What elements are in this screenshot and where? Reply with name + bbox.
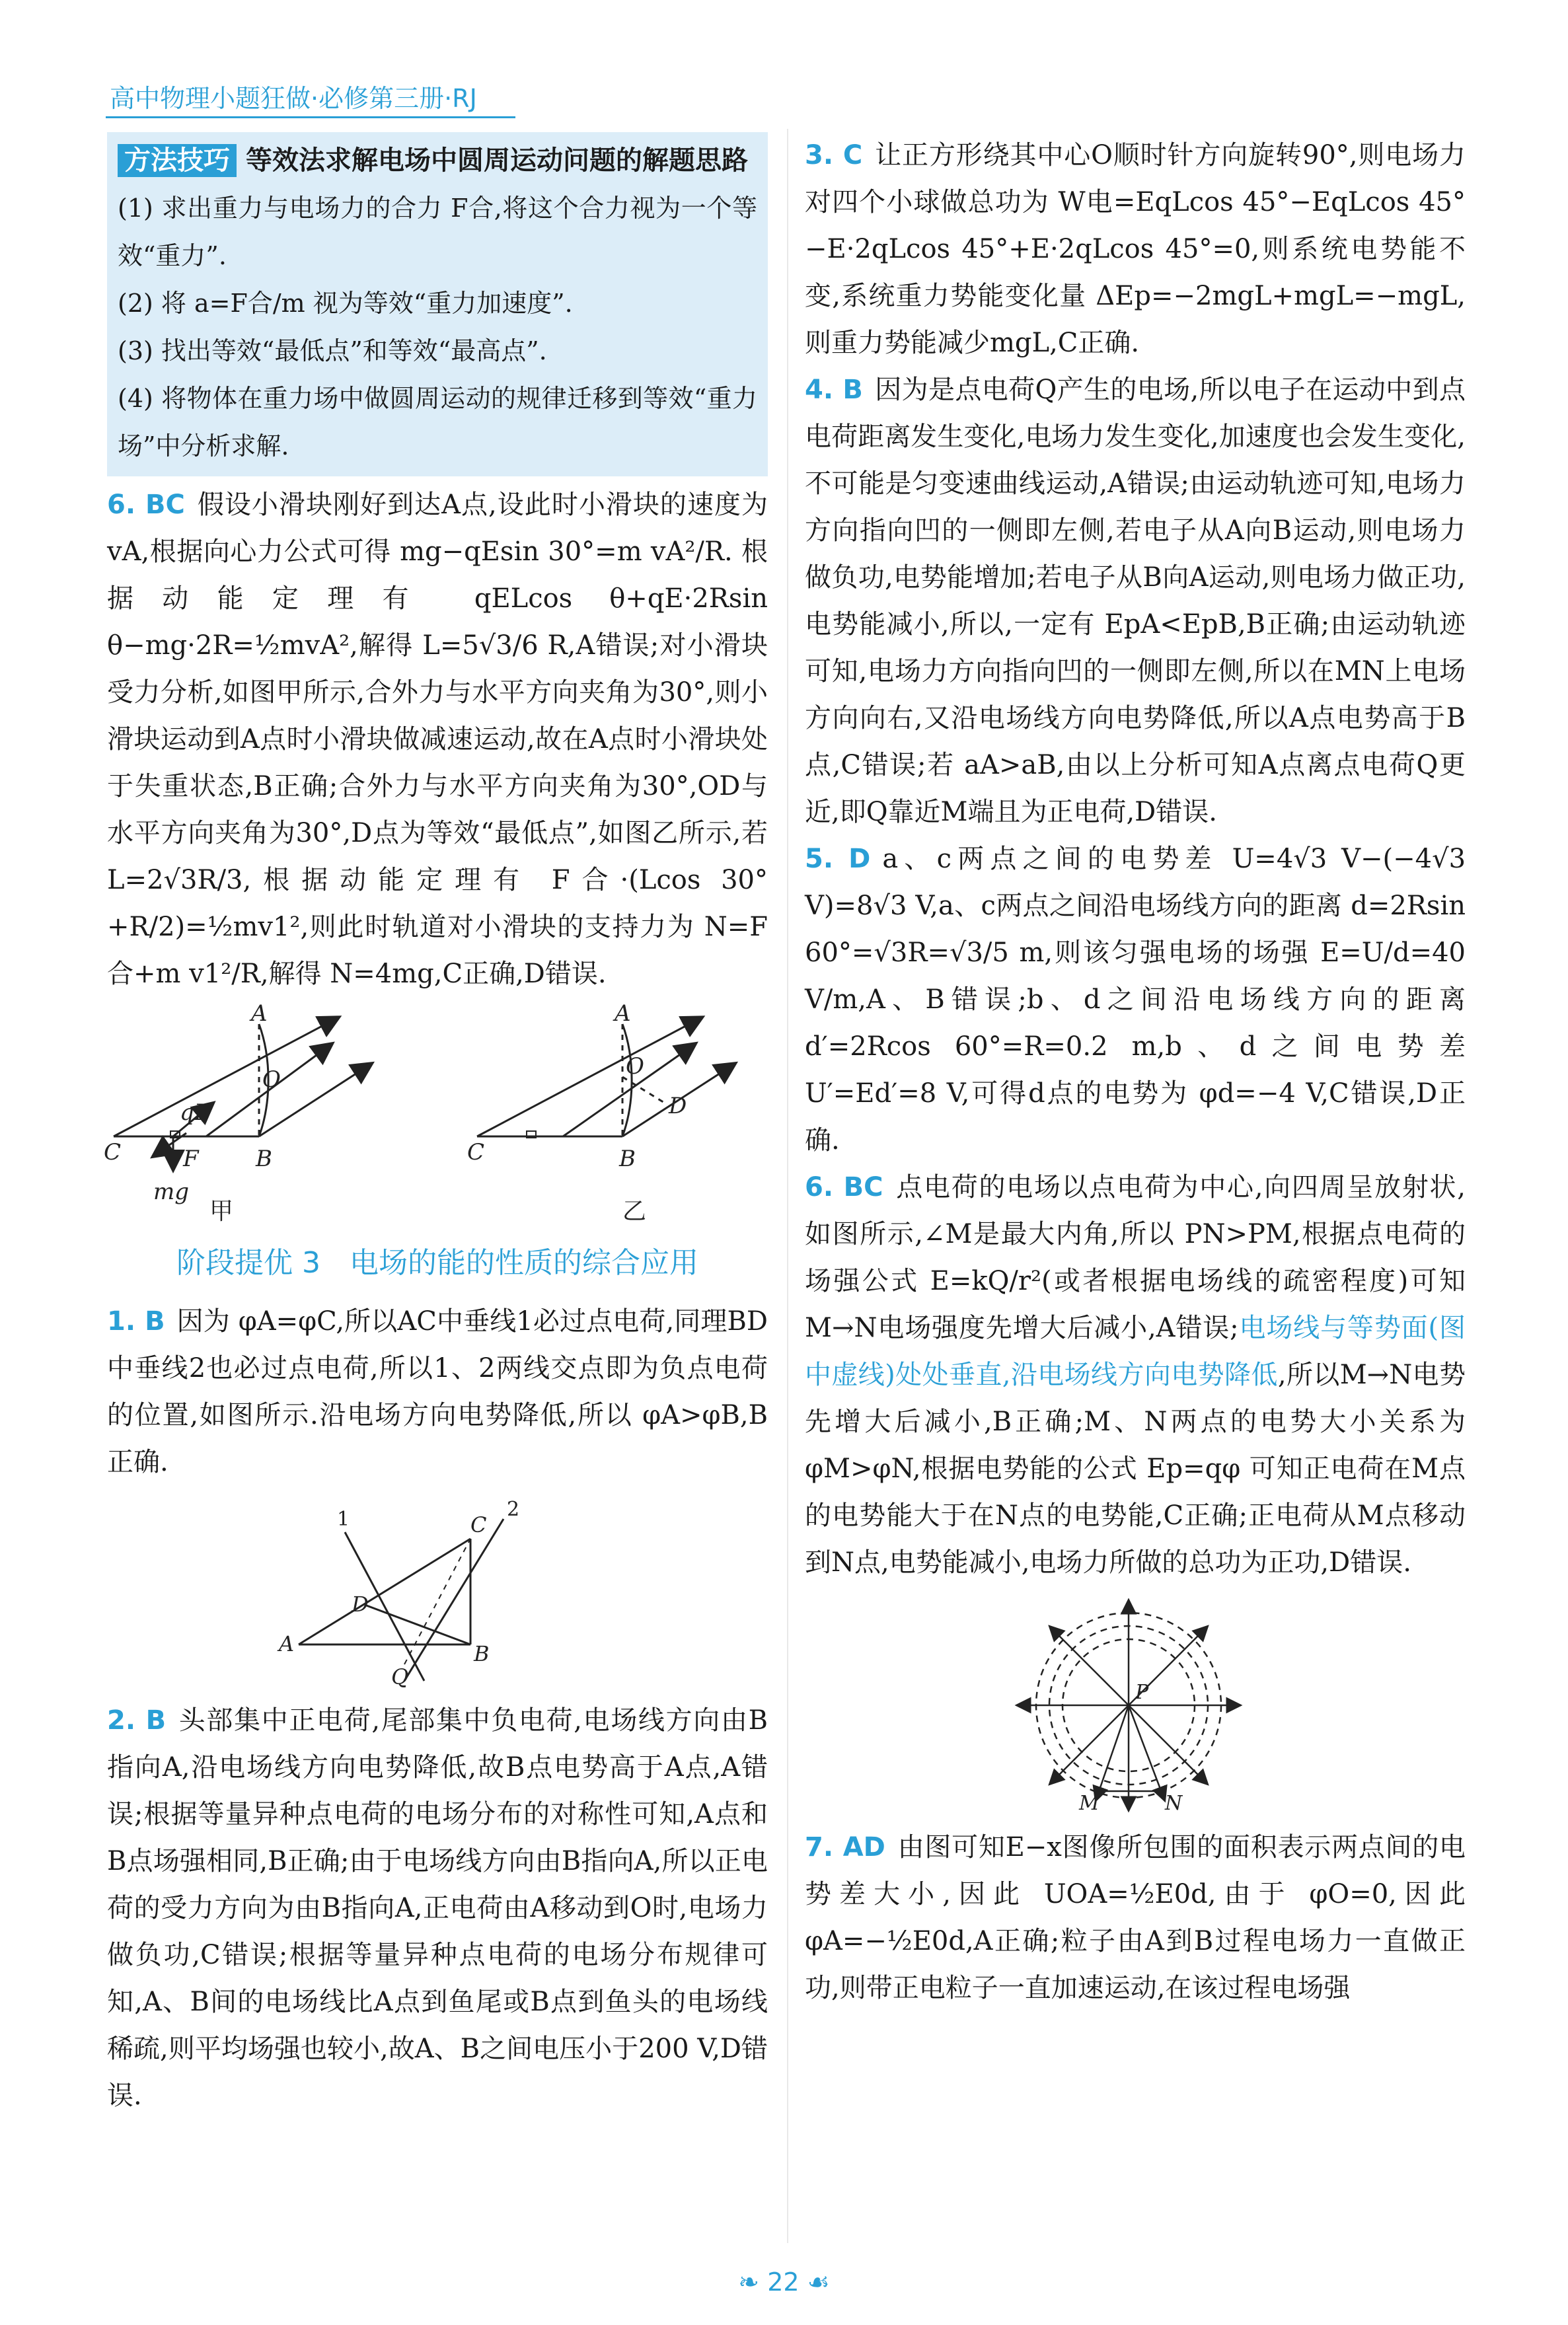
- svg-text:D: D: [352, 1592, 369, 1617]
- figure-jia: [114, 1017, 371, 1169]
- answer-text: 头部集中正电荷,尾部集中负电荷,电场线方向由B指向A,沿电场线方向电势降低,故B点电势高于A点,A错误;根据等量异种点电荷的电场分布的对称性可知,A点和B点场强相同,B正确;由于电场线方向由B指向A,所以正电荷的受力方向为由B指向A,正电荷由A移动到O时,电场力做负功,C错误;根据等量异种点电荷的电场分布规律可知,A、B间的电场线比A点到鱼尾或B点到鱼头的电场线稀疏,则平均场强也较小,故A、B之间电压小于200 V,D错误.: [107, 1705, 768, 2111]
- svg-text:B: B: [474, 1641, 490, 1666]
- svg-text:2: 2: [507, 1498, 520, 1521]
- answer-6-left: [107, 482, 768, 998]
- svg-text:qE: qE: [180, 1099, 211, 1126]
- left-column: [104, 132, 768, 2120]
- answer-number: 6. BC: [107, 490, 185, 520]
- page-number: [0, 2268, 1568, 2297]
- svg-text:mg: mg: [153, 1179, 190, 1205]
- svg-text:A: A: [279, 1631, 295, 1656]
- svg-text:F: F: [183, 1146, 199, 1172]
- figure-label-jia: 甲: [209, 1198, 234, 1225]
- svg-text:P: P: [1135, 1681, 1149, 1704]
- svg-text:A: A: [615, 1000, 631, 1027]
- svg-text:C: C: [467, 1139, 485, 1165]
- answer-number: 7. AD: [805, 1832, 885, 1863]
- svg-text:A: A: [251, 1000, 268, 1027]
- answer-6-right: [805, 1164, 1466, 1586]
- answer-text: 因为 φA=φC,所以AC中垂线1必过点电荷,同理BD中垂线2也必过点电荷,所以1、2两线交点即为负点电荷的位置,如图所示.沿电场方向电势降低,所以 φA>φB,B正确.: [107, 1306, 768, 1477]
- answer-number: 1. B: [107, 1306, 165, 1337]
- answer-3: [805, 132, 1466, 367]
- svg-text:O: O: [262, 1066, 281, 1093]
- answer-text: 由图可知E−x图像所包围的面积表示两点间的电势差大小,因此 UOA=½E0d,由于 φO=0,因此 φA=−½E0d,A正确;粒子由A到B过程电场力一直做正功,则带正电粒子一直加速运动,在该过程电场强: [805, 1832, 1466, 2003]
- answer-text: 假设小滑块刚好到达A点,设此时小滑块的速度为vA,根据向心力公式可得 mg−qEsin 30°=m vA²/R. 根据动能定理有 qELcos θ+qE·2Rsin θ−mg·2R=½mvA²,解得 L=5√3/6 R,A错误;对小滑块受力分析,如图甲所示,合外力与水平方向夹角为30°,则小滑块运动到A点时小滑块做减速运动,故在A点时小滑块处于失重状态,B正确;合外力与水平方向夹角为30°,OD与水平方向夹角为30°,D点为等效“最低点”,如图乙所示,若 L=2√3R/3,根据动能定理有 F合·(Lcos 30°+R/2)=½mv1²,则此时轨道对小滑块的支持力为 N=F合+m v1²/R,解得 N=4mg,C正确,D错误.: [107, 490, 768, 989]
- figure-jia-yi: [104, 1000, 768, 1225]
- answer-4: [805, 367, 1466, 836]
- column-separator: [787, 129, 788, 2243]
- tip-item-2: (2) 将 a=F合/m 视为等效“重力加速度”.: [118, 289, 573, 318]
- answer-text: a、c两点之间的电势差 U=4√3 V−(−4√3 V)=8√3 V,a、c两点之间沿电场线方向的距离 d=2Rsin 60°=√3R=√3/5 m,则该匀强电场的场强 E=U/d=40 V/m,A、B错误;b、d之间沿电场线方向的距离 d′=2Rcos 60°=R=0.2 m,b、d之间电势差 U′=Ed′=8 V,可得d点的电势为 φd=−4 V,C错误,D正确.: [805, 844, 1466, 1156]
- svg-text:Q: Q: [391, 1664, 409, 1689]
- page-number-text: 22: [767, 2268, 800, 2297]
- answer-number: 2. B: [107, 1705, 167, 1736]
- svg-text:C: C: [104, 1139, 122, 1165]
- tip-item-4: (4) 将物体在重力场中做圆周运动的规律迁移到等效“重力场”中分析求解.: [118, 384, 757, 461]
- svg-text:B: B: [619, 1146, 636, 1172]
- svg-text:B: B: [256, 1146, 272, 1172]
- answer-text-b: ,所以M→N电势先增大后减小,B正确;M、N两点的电势大小关系为 φM>φN,根据电势能的公式 Ep=qφ 可知正电荷在M点的电势能大于在N点的电势能,C正确;正电荷从M点移动到N点,电势能减小,电场力所做的总功为正功,D错误.: [805, 1360, 1466, 1578]
- figure-yi: [477, 1017, 735, 1138]
- header-underline: [106, 116, 515, 118]
- answer-number: 6. BC: [805, 1172, 883, 1202]
- method-tip-box: [107, 132, 768, 476]
- leaf-right-icon: ☙: [799, 2268, 830, 2297]
- answer-2: [107, 1697, 768, 2120]
- svg-text:M: M: [1079, 1792, 1100, 1815]
- svg-text:D: D: [669, 1093, 687, 1119]
- svg-text:C: C: [470, 1512, 487, 1537]
- answer-7: [805, 1824, 1466, 2012]
- tip-title: 等效法求解电场中圆周运动问题的解题思路: [246, 145, 748, 176]
- figure-q6-radial: [996, 1593, 1274, 1818]
- answer-text-highlight: 电场线与等势面(图中虚线)处处垂直,沿电场线方向电势降低: [805, 1313, 1466, 1390]
- tip-badge: 方法技巧: [118, 144, 237, 177]
- svg-text:1: 1: [337, 1508, 350, 1531]
- tip-title-row: [118, 137, 757, 184]
- answer-text: 让正方形绕其中心O顺时针方向旋转90°,则电场力对四个小球做总功为 W电=EqLcos 45°−EqLcos 45°−E·2qLcos 45°+E·2qLcos 45°=0,则系统电势能不变,系统重力势能变化量 ΔEp=−2mgL+mgL=−mgL,则重力势能减少mgL,C正确.: [805, 140, 1466, 358]
- svg-text:N: N: [1165, 1792, 1183, 1815]
- answer-number: 5. D: [805, 844, 871, 874]
- figure-label-yi: 乙: [622, 1198, 647, 1225]
- tip-item-1: (1) 求出重力与电场力的合力 F合,将这个合力视为一个等效“重力”.: [118, 194, 757, 270]
- svg-text:O: O: [626, 1053, 644, 1080]
- leaf-left-icon: ❧: [738, 2268, 768, 2297]
- answer-1: [107, 1298, 768, 1486]
- right-column: [805, 132, 1466, 2012]
- answer-number: 3. C: [805, 140, 863, 170]
- answer-text-a: 点电荷的电场以点电荷为中心,向四周呈放射状,如图所示,∠M是最大内角,所以 PN>PM,根据点电荷的场强公式 E=kQ/r²(或者根据电场线的疏密程度)可知M→N电场强度先增大后减小,A错误;: [805, 1172, 1466, 1343]
- section-title: 阶段提优 3 电场的能的性质的综合应用: [176, 1246, 698, 1280]
- figure-q1-triangle: [272, 1493, 603, 1691]
- answer-5: [805, 836, 1466, 1164]
- tip-item-3: (3) 找出等效“最低点”和等效“最高点”.: [118, 336, 547, 365]
- answer-text: 因为是点电荷Q产生的电场,所以电子在运动中到点电荷距离发生变化,电场力发生变化,加速度也会发生变化,不可能是匀变速曲线运动,A错误;由运动轨迹可知,电场力方向指向凹的一侧即左侧,若电子从A向B运动,则电场力做负功,电势能增加;若电子从B向A运动,则电场力做正功,电势能减小,所以,一定有 EpA<EpB,B正确;由运动轨迹可知,电场力方向指向凹的一侧即左侧,所以在MN上电场方向向右,又沿电场线方向电势降低,所以A点电势高于B点,C错误;若 aA>aB,由以上分析可知A点离点电荷Q更近,即Q靠近M端且为正电荷,D错误.: [805, 375, 1466, 827]
- book-header: 高中物理小题狂做·必修第三册·RJ: [110, 84, 477, 113]
- answer-number: 4. B: [805, 375, 863, 405]
